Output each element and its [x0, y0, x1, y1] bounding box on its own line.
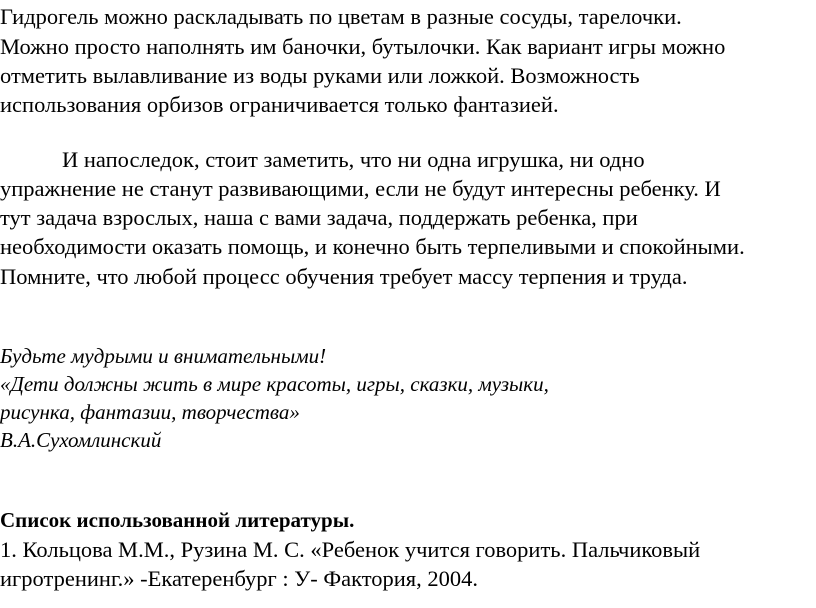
text-line: необходимости оказать помощь, и конечно быть терпеливыми и спокойными. — [0, 234, 745, 259]
references-heading: Список использованной литературы. — [0, 508, 355, 532]
text-line: отметить вылавливание из воды руками или ложкой. Возможность — [0, 63, 640, 88]
quote-line: Будьте мудрыми и внимательными! — [0, 344, 327, 368]
quote-line: рисунка, фантазии, творчества» — [0, 400, 300, 424]
reference-line: 1. Кольцова М.М., Рузина М. С. «Ребенок учится говорить. Пальчиковый — [0, 537, 701, 562]
text-line: Можно просто наполнять им баночки, бутылочки. Как вариант игры можно — [0, 34, 726, 59]
text-line: упражнение не станут развивающими, если не будут интересны ребенку. И — [0, 176, 721, 201]
text-line: использования орбизов ограничивается только фантазией. — [0, 92, 559, 117]
text-line: Помните, что любой процесс обучения требует массу терпения и труда. — [0, 264, 688, 289]
quote-author: В.А.Сухомлинский — [0, 428, 162, 452]
quote-line: «Дети должны жить в мире красоты, игры, сказки, музыки, — [0, 372, 549, 396]
text-line: тут задача взрослых, наша с вами задача, поддержать ребенка, при — [0, 205, 638, 230]
text-line: И напоследок, стоит заметить, что ни одна игрушка, ни одно — [62, 147, 645, 172]
reference-line: игротренинг.» -Екатеренбург : У- Фактория, 2004. — [0, 566, 479, 591]
text-line: Гидрогель можно раскладывать по цветам в разные сосуды, тарелочки. — [0, 4, 682, 29]
